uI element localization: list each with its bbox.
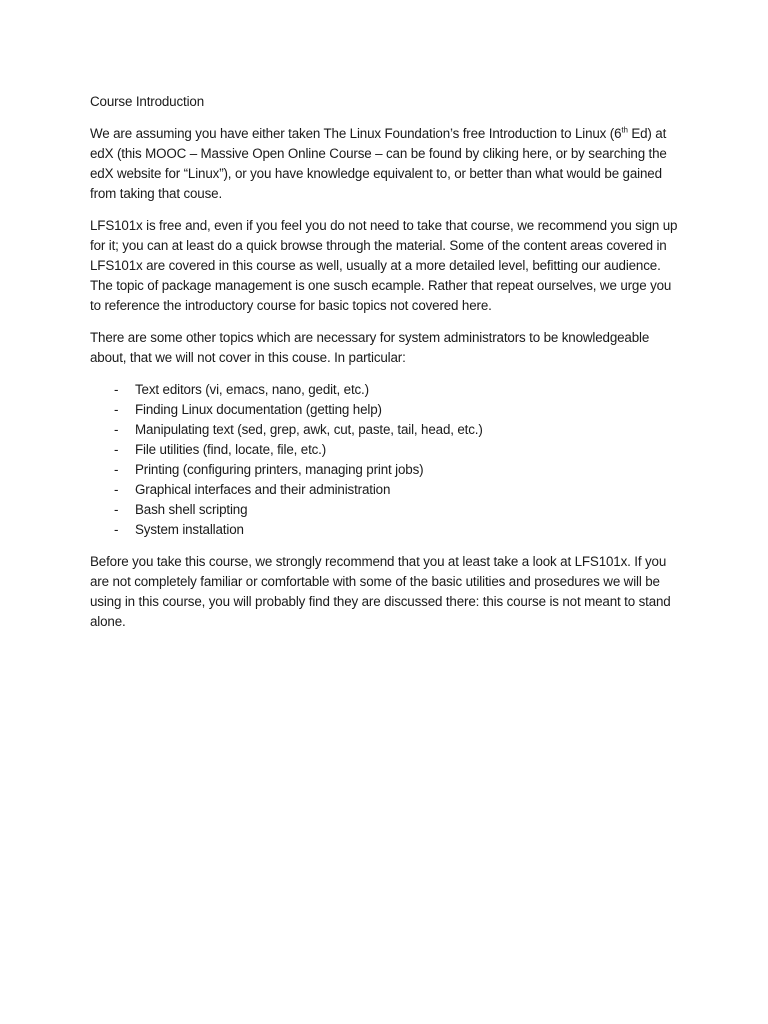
list-item	[90, 420, 680, 440]
list-item-text: Finding Linux documentation (getting help)	[135, 402, 382, 417]
list-item-text: File utilities (find, locate, file, etc.)	[135, 442, 327, 457]
bullet-marker: -	[114, 482, 119, 497]
list-item	[90, 380, 680, 400]
bullet-marker: -	[114, 382, 119, 397]
list-item	[90, 520, 680, 540]
intro-text-end: Ed) at edX (this MOOC – Massive Open Online Course – can be found by cliking here, or by searching the edX website for “Linux”), or you have knowledge equivalent to, or better than what would be gained from taking that couse.	[90, 126, 667, 201]
list-item	[90, 460, 680, 480]
edition-superscript: th	[621, 125, 628, 135]
list-item	[90, 400, 680, 420]
bullet-marker: -	[114, 462, 119, 477]
lfs101x-paragraph: LFS101x is free and, even if you feel you do not need to take that course, we recommend you sign up for it; you can at least do a quick browse through the material. Some of the content areas covered in LFS101x are covered in this course as well, usually at a more detailed level, befitting our audience. The topic of package management is one susch ecample. Rather that repeat ourselves, we urge you to reference the introductory course for basic topics not covered here.	[90, 218, 678, 313]
bullet-marker: -	[114, 422, 119, 437]
list-item-text: Manipulating text (sed, grep, awk, cut, paste, tail, head, etc.)	[135, 422, 483, 437]
document-heading: Course Introduction	[90, 94, 205, 109]
topics-list	[90, 380, 680, 540]
closing-paragraph: Before you take this course, we strongly recommend that you at least take a look at LFS101x. If you are not completely familiar or comfortable with some of the basic utilities and prosedures we will be using in this course, you will probably find they are discussed there: this course is not meant to stand alone.	[90, 554, 671, 629]
bullet-marker: -	[114, 442, 119, 457]
list-item-text: Bash shell scripting	[135, 502, 248, 517]
list-item-text: Text editors (vi, emacs, nano, gedit, etc.)	[135, 382, 369, 397]
bullet-marker: -	[114, 522, 119, 537]
document-page	[90, 92, 680, 644]
list-item-text: Graphical interfaces and their administration	[135, 482, 391, 497]
list-item-text: Printing (configuring printers, managing print jobs)	[135, 462, 424, 477]
bullet-marker: -	[114, 502, 119, 517]
intro-paragraph	[90, 124, 680, 204]
list-item	[90, 440, 680, 460]
list-item	[90, 480, 680, 500]
other-topics-paragraph: There are some other topics which are necessary for system administrators to be knowledgeable about, that we will not cover in this couse. In particular:	[90, 330, 650, 365]
intro-text-start: We are assuming you have either taken The Linux Foundation’s free Introduction to Linux (6	[90, 126, 622, 141]
bullet-marker: -	[114, 402, 119, 417]
list-item	[90, 500, 680, 520]
list-item-text: System installation	[135, 522, 244, 537]
